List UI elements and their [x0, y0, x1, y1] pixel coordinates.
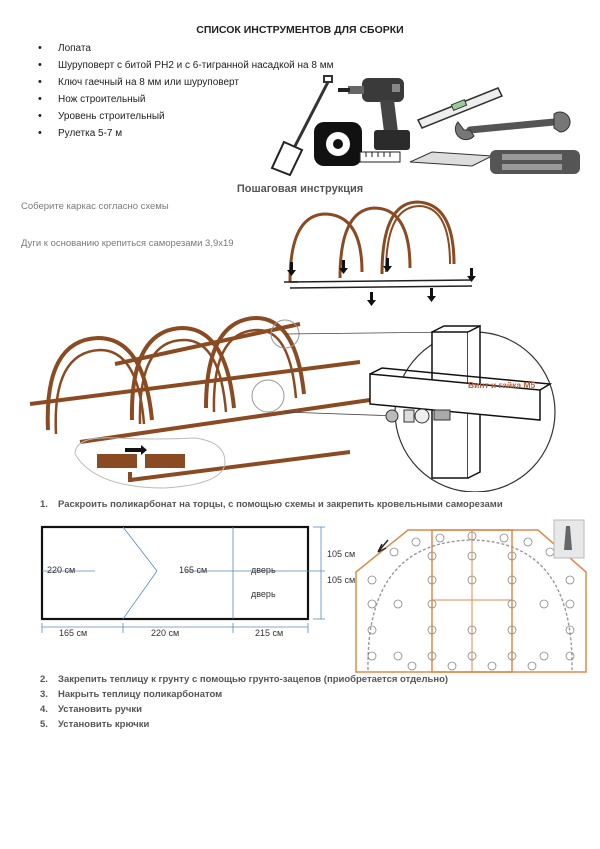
list-item: • Нож строительный: [38, 91, 333, 108]
arcs-diagram: [282, 198, 492, 310]
arc-2: [340, 208, 410, 278]
frame-illustration: [20, 312, 590, 492]
rod: [30, 362, 360, 404]
label-165: 165 см: [179, 565, 208, 575]
dim-right-top: 105 см: [327, 549, 356, 559]
list-item: • Ключ гаечный на 8 мм или шуруповерт: [38, 74, 333, 91]
dim-bottom-3: 215 см: [255, 628, 284, 638]
dim-right-bottom: 105 см: [327, 575, 356, 585]
bolt-label: Винт и гайка М5: [468, 380, 536, 390]
tools-illustration: [262, 70, 592, 185]
dim-bottom-1: 165 см: [59, 628, 88, 638]
step-3: 3. Накрыть теплицу поликарбонатом: [40, 689, 223, 700]
list-item: • Шуруповерт с битой PH2 и с 6-тигранной насадкой на 8 мм: [38, 57, 333, 74]
label-door: дверь: [251, 565, 276, 575]
end-wall-diagram: [348, 516, 588, 676]
label-220: 220 см: [47, 565, 76, 575]
knife-icon: [410, 150, 580, 174]
arrow-right-icon: [125, 445, 147, 455]
level-icon: [418, 88, 502, 128]
arcs-instruction: Дуги к основанию крепиться саморезами 3,9х19: [21, 238, 234, 249]
label-door: дверь: [251, 589, 276, 599]
page-title: СПИСОК ИНСТРУМЕНТОВ ДЛЯ СБОРКИ: [196, 24, 404, 36]
frame-instruction: Соберите каркас согласно схемы: [21, 201, 169, 212]
section-subtitle: Пошаговая инструкция: [236, 183, 364, 195]
list-item: • Лопата: [38, 40, 333, 57]
step-4: 4. Установить ручки: [40, 704, 142, 715]
dim-bottom-2: 220 см: [151, 628, 180, 638]
joint-detail: [75, 438, 225, 488]
step-1: 1. Раскроить поликарбонат на торцы, с помощью схемы и закрепить кровельными саморезами: [40, 499, 503, 510]
bolt-detail: [284, 326, 555, 492]
step-5: 5. Установить крючки: [40, 719, 150, 730]
cutting-scheme: [35, 515, 365, 645]
step-2: 2. Закрепить теплицу к грунту с помощью грунто-зацепов (приобретается отдельно): [40, 674, 449, 685]
list-item: • Рулетка 5-7 м: [38, 125, 333, 142]
list-item: • Уровень строительный: [38, 108, 333, 125]
wrench-icon: [455, 112, 570, 140]
